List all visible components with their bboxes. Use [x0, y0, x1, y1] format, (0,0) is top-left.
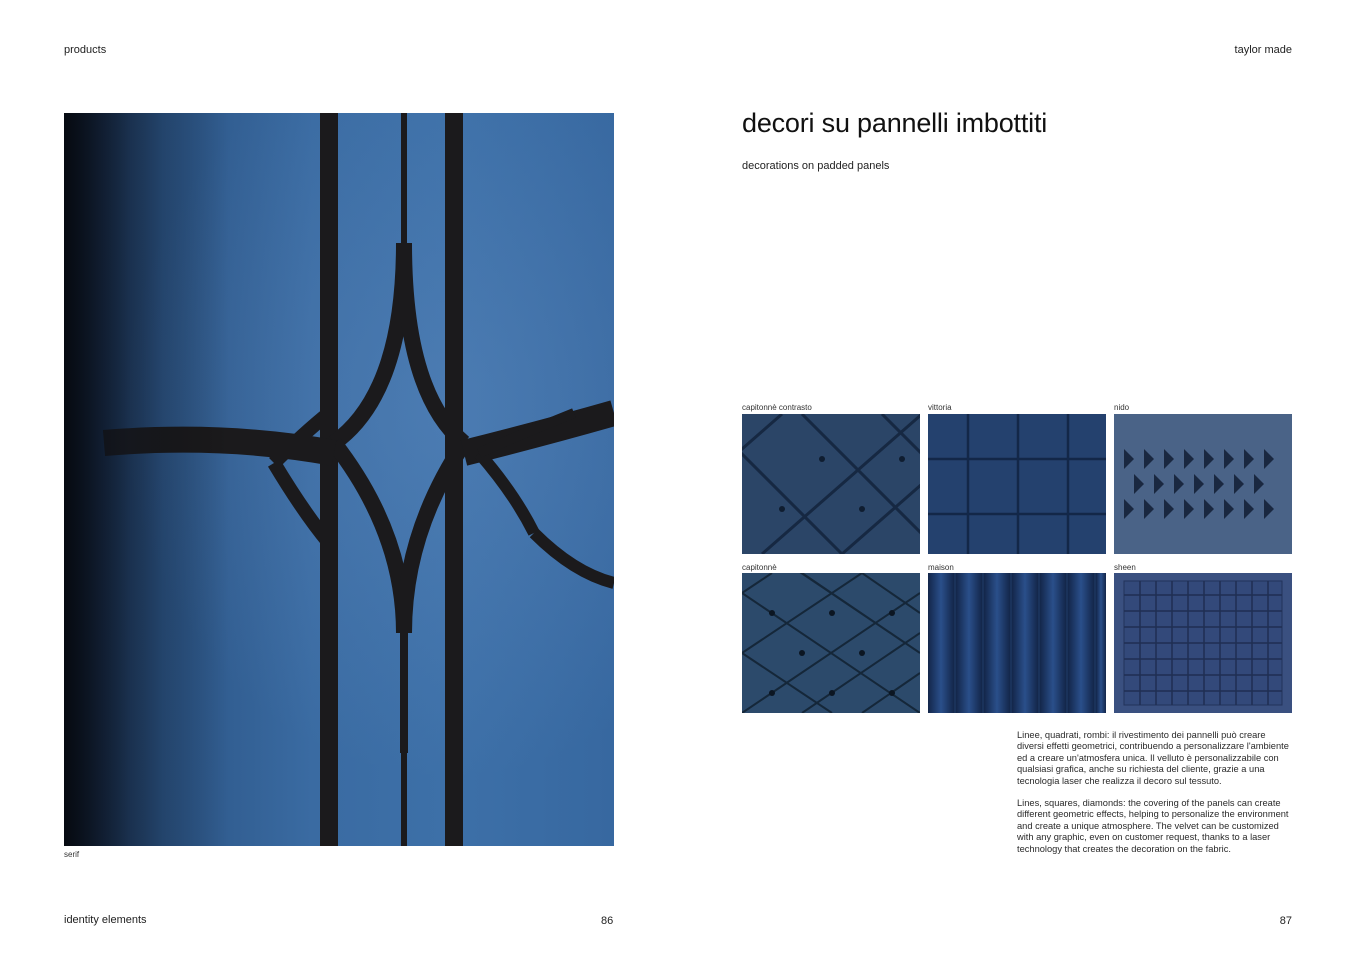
swatch-nido: [1114, 414, 1292, 554]
footer-page-number-left: 86: [601, 915, 614, 927]
footer-page-number-right: 87: [1279, 915, 1292, 927]
swatch-capitonne: [742, 573, 920, 713]
swatch-label-capitonne: capitonnè: [742, 563, 777, 572]
header-collection-label: taylor made: [1234, 44, 1292, 56]
swatch-label-vittoria: vittoria: [928, 403, 952, 412]
swatch-label-capitonne-contrasto: capitonnè contrasto: [742, 403, 812, 412]
description-italian: Linee, quadrati, rombi: il rivestimento dei pannelli può creare diversi effetti geometrici, contribuendo a personalizzare l'ambiente ed a creare un'atmosfera unica. Il velluto è personalizzabile con qualsiasi grafica, anche su richiesta del cliente, grazie a una tecnologia laser che realizza il decoro sul tessuto.: [1017, 730, 1289, 786]
main-photo-velvet-panel: [64, 113, 614, 846]
swatch-label-maison: maison: [928, 563, 954, 572]
page-subtitle: decorations on padded panels: [742, 160, 890, 172]
description-english: Lines, squares, diamonds: the covering of the panels can create different geometric effects, helping to personalize the environment and create a unique atmosphere. The velvet can be customized with any graphic, even on customer request, thanks to a laser technology that creates the decoration on the fabric.: [1017, 798, 1289, 854]
main-photo-caption: serif: [64, 850, 80, 859]
swatch-vittoria: [928, 414, 1106, 554]
swatch-sheen: [1114, 573, 1292, 713]
swatch-maison: [928, 573, 1106, 713]
swatch-label-nido: nido: [1114, 403, 1130, 412]
header-section-label: products: [64, 44, 107, 56]
page-title: decori su pannelli imbottiti: [742, 108, 1048, 138]
swatch-label-sheen: sheen: [1114, 563, 1136, 572]
swatch-capitonne-contrasto: [742, 414, 920, 554]
footer-section-label: identity elements: [64, 914, 147, 926]
